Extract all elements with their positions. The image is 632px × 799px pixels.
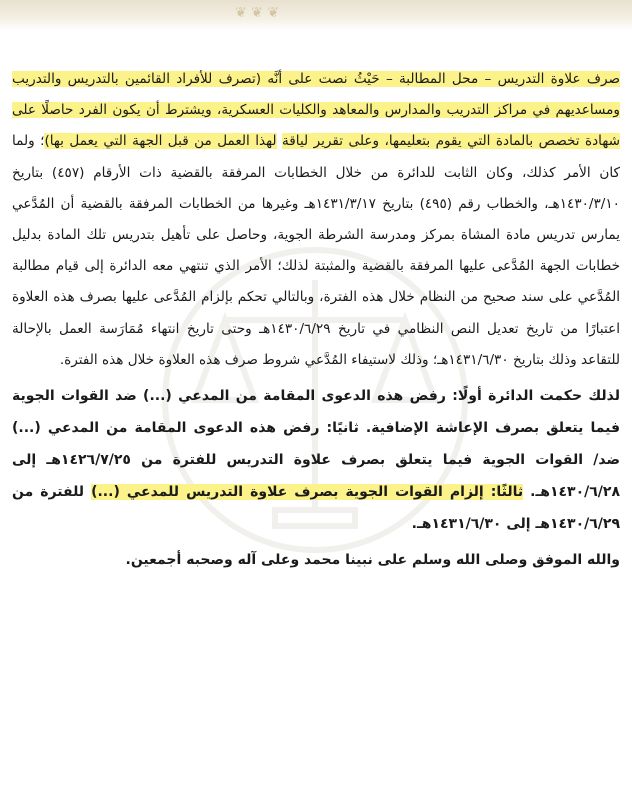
- judgment-document: [12, 64, 620, 576]
- verdict-text: للفترة من ١٤٣٠/٦/٢٩هـ إلى ١٤٣١/٦/٣٠هـ.: [12, 484, 620, 533]
- verdict-paragraph: [12, 380, 620, 540]
- verdict-text: لذلك حكمت الدائرة أولًا: رفض هذه الدعوى المقامة من المدعي (...) ضد القوات الجوية فيما يتعلق بصرف الإعاشة الإضافية. ثانيًا: رفض هذه الدعوى المقامة من المدعي (...) ضد/ القوات الجوية فيما يتعلق بصرف علاوة التدريس للفترة من ١٤٢٦/٧/٢٥هـ إلى ١٤٣٠/٦/٢٨هـ.: [12, 388, 620, 501]
- highlighted-text: صرف علاوة التدريس – محل المطالبة – حَيْثُ نصت على أنَّه (تصرف للأفراد القائمين بالتدريس والتدريب ومساعديهم في مراكز التدريب والمدارس والمعاهد والكليات العسكرية، ويشترط أن يكون الفرد حاصلًا على شهادة تخصص بالمادة التي يقوم بتعليمها، وعلى تقرير لياقة: [12, 71, 620, 150]
- header-ornament-icon: ❦ ❦ ❦: [234, 5, 280, 21]
- closing-line: والله الموفق وصلى الله وسلم على نبينا محمد وعلى آله وصحبه أجمعين.: [125, 552, 620, 569]
- paragraph-text: ؛ ولما كان الأمر كذلك، وكان الثابت للدائرة من خلال الخطابات المرفقة بالقضية ذات الأرقام (٤٥٧) بتاريخ ١٤٣٠/٣/١٠هـ، والخطاب رقم (٤٩٥) بتاريخ ١٤٣١/٣/١٧هـ وغيرها من الخطابات المرفقة بالقضية أن المُدَّعي يمارس تدريس مادة المشاة بمركز ومدرسة الشرطة الجوية، وحاصل على تأهيل بتدريس تلك المادة بدليل خطابات الجهة المُدَّعى عليها المرفقة بالقضية والمثبتة لذلك؛ الأمر الذي تنتهي معه الدائرة إلى قيام مطالبة المُدَّعي على سند صحيح من النظام خلال هذه الفترة، وبالتالي تحكم بإلزام المُدَّعى عليها بصرف هذه العلاوة اعتبارًا من تاريخ تعديل النص النظامي في تاريخ ١٤٣٠/٦/٢٩هـ وحتى تاريخ انتهاء مُمَارَسة العمل بالإحالة للتقاعد وذلك بتاريخ ١٤٣١/٦/٣٠هـ؛ وذلك لاستيفاء المُدَّعي شروط صرف هذه العلاوة خلال هذه الفترة.: [12, 133, 621, 368]
- highlighted-verdict-text: ثالثًا: إلزام القوات الجوية بصرف علاوة التدريس للمدعي (...): [91, 484, 524, 501]
- reasoning-paragraph: [12, 64, 620, 376]
- highlighted-text: لهذا العمل من قبل الجهة التي يعمل بها): [44, 133, 277, 150]
